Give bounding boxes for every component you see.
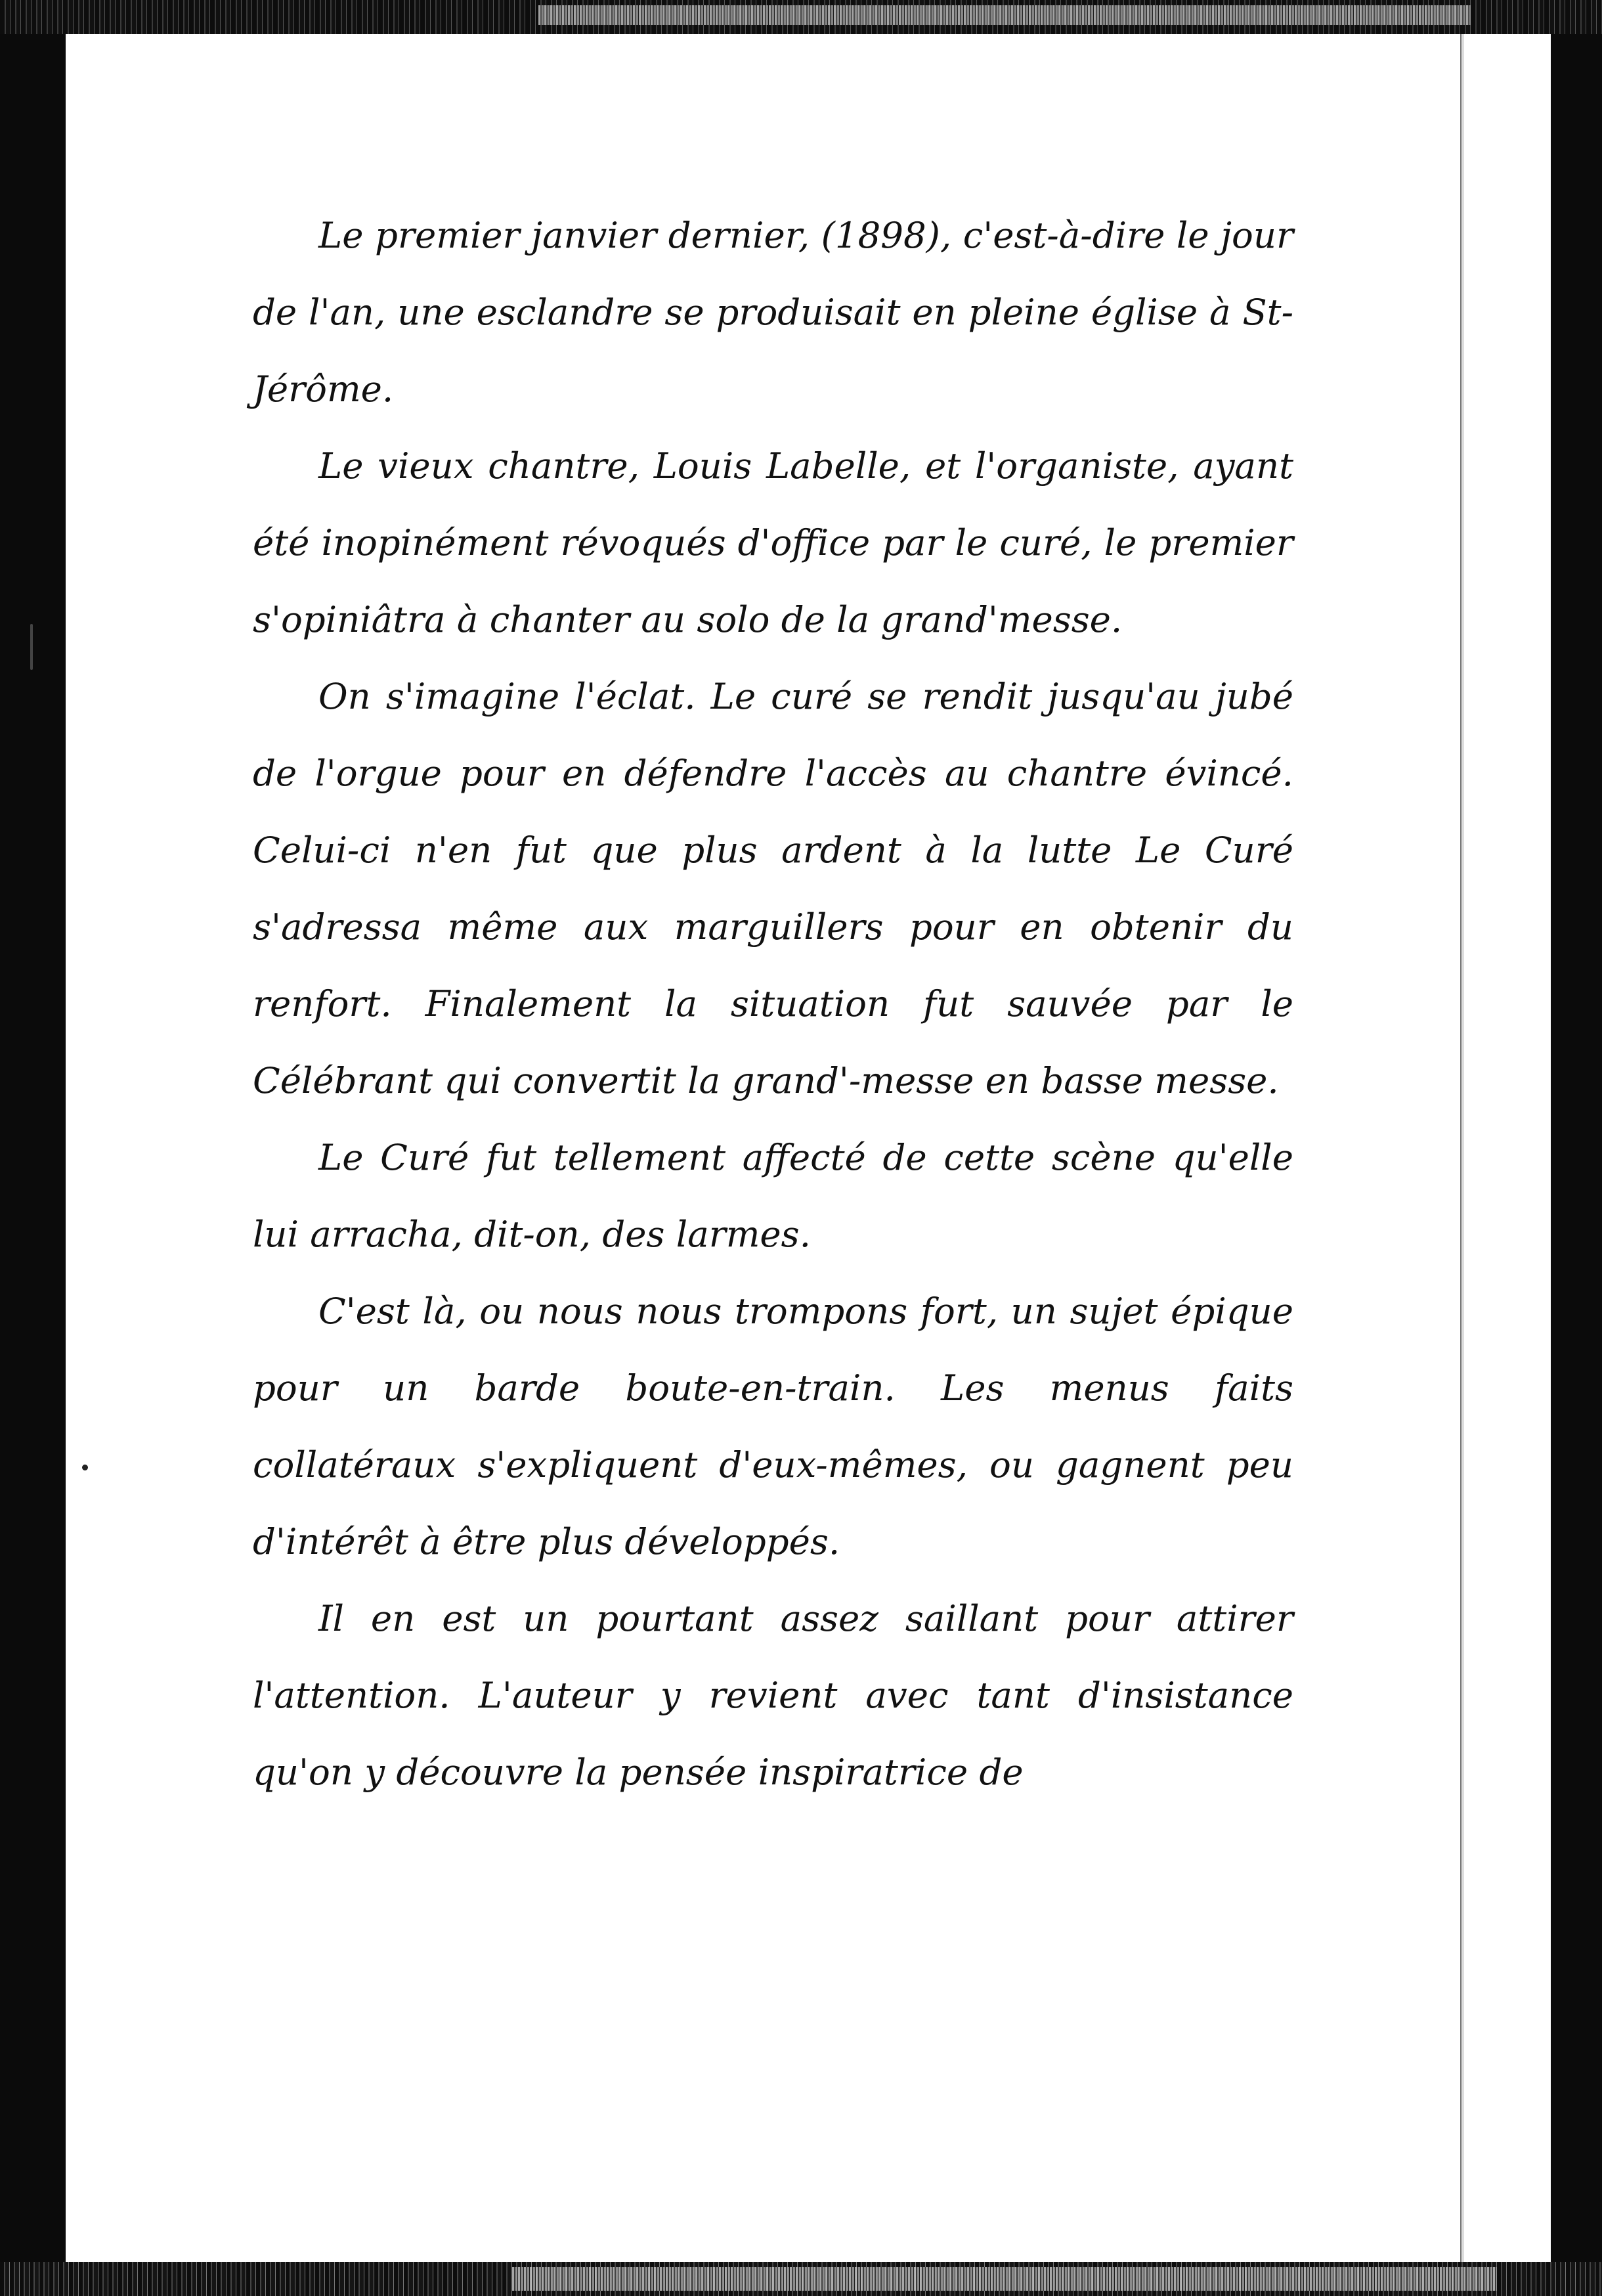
scan-border-right (1551, 0, 1602, 2296)
body-text (253, 197, 1293, 1811)
paragraph: Le premier janvier dernier, (1898), c'est-à-dire le jour de l'an, une esclandre se produisait en pleine église à St-Jérôme. (253, 214, 1293, 410)
scan-border-bottom-texture (512, 2267, 1497, 2291)
paragraph: Le vieux chantre, Louis Labelle, et l'organiste, ayant été inopinément révoqués d'office par le curé, le premier s'opiniâtra à chanter au solo de la grand'messe. (253, 445, 1293, 640)
paragraph: Il en est un pourtant assez saillant pour attirer l'attention. L'auteur y revient avec tant d'insistance qu'on y découvre la pensée inspiratrice de (253, 1597, 1293, 1793)
page-gutter-line (1459, 34, 1464, 2262)
scan-speck (82, 1465, 88, 1470)
paragraph: C'est là, ou nous nous trompons fort, un sujet épique pour un barde boute-en-train. Les menus faits collatéraux s'expliquent d'eux-mêmes, ou gagnent peu d'intérêt à être plus développés. (253, 1290, 1293, 1562)
paragraph: On s'imagine l'éclat. Le curé se rendit jusqu'au jubé de l'orgue pour en défendre l'accès au chantre évincé. Celui-ci n'en fut que plus ardent à la lutte Le Curé s'adressa même aux marguillers pour en obtenir du renfort. Finalement la situation fut sauvée par le Célébrant qui convertit la grand'-messe en basse messe. (253, 675, 1293, 1101)
scan-border-top-texture (538, 5, 1471, 25)
paragraph: Le Curé fut tellement affecté de cette scène qu'elle lui arracha, dit-on, des larmes. (253, 1136, 1293, 1255)
scan-border-left (0, 0, 66, 2296)
scan-mark (30, 624, 33, 670)
